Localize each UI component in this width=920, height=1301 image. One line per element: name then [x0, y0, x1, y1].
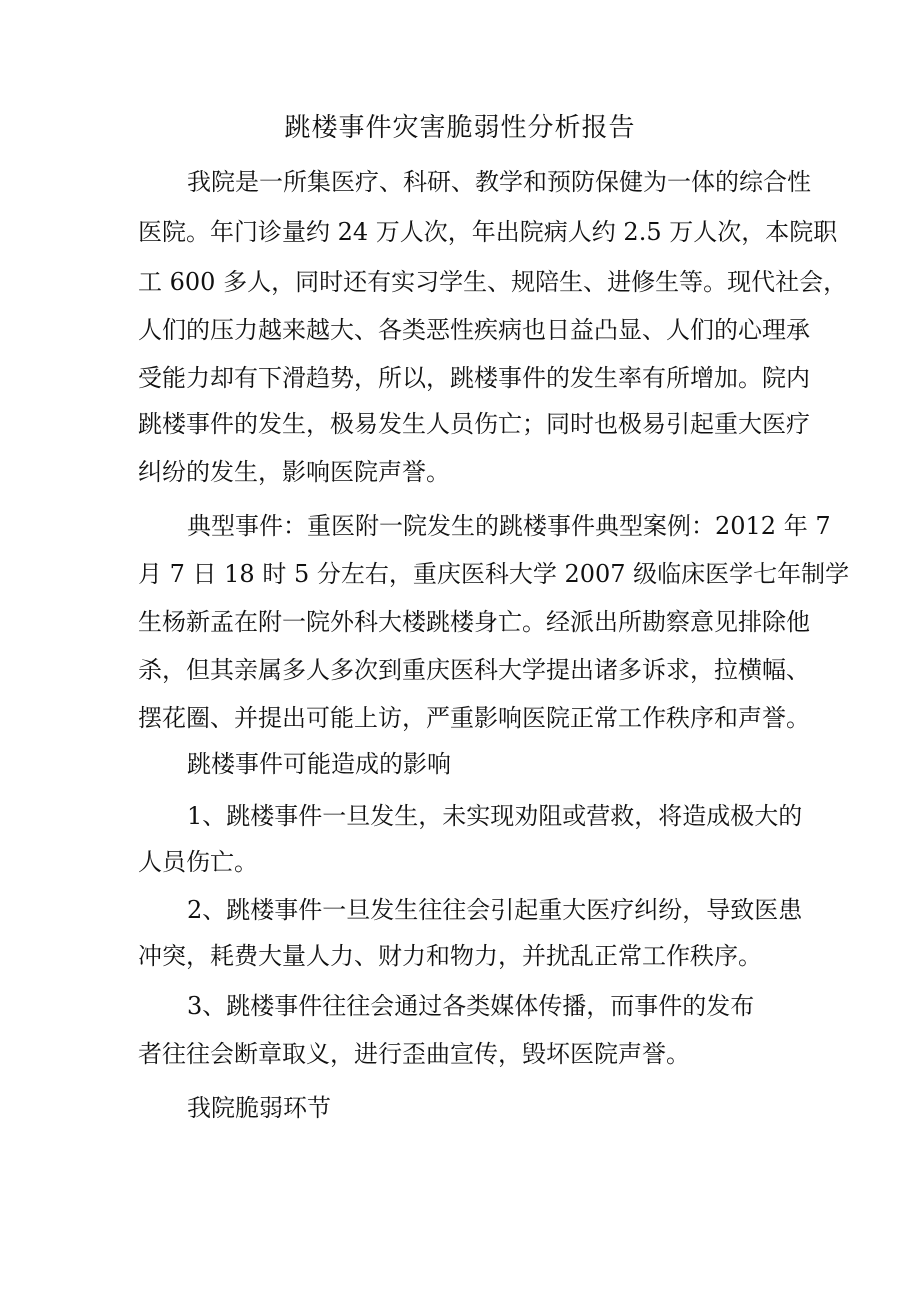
paragraph-line: 受能力却有下滑趋势，所以，跳楼事件的发生率有所增加。院内 — [138, 364, 810, 392]
paragraph-line: 医院。年门诊量约 24 万人次，年出院病人约 2.5 万人次，本院职 — [138, 218, 838, 246]
paragraph-line: 摆花圈、并提出可能上访，严重影响医院正常工作秩序和声誉。 — [138, 704, 810, 732]
paragraph-line: 跳楼事件的发生，极易发生人员伤亡；同时也极易引起重大医疗 — [138, 410, 810, 438]
paragraph-line: 纠纷的发生，影响医院声誉。 — [138, 458, 450, 486]
paragraph-line: 工 600 多人，同时还有实习学生、规陪生、进修生等。现代社会， — [138, 268, 848, 296]
list-item-line: 2、跳楼事件一旦发生往往会引起重大医疗纠纷，导致医患 — [187, 896, 803, 924]
list-item-line: 3、跳楼事件往往会通过各类媒体传播，而事件的发布 — [187, 992, 755, 1020]
paragraph-line: 人们的压力越来越大、各类恶性疾病也日益凸显、人们的心理承 — [138, 316, 810, 344]
list-item-line: 人员伤亡。 — [138, 848, 258, 876]
paragraph-line: 月 7 日 18 时 5 分左右，重庆医科大学 2007 级临床医学七年制学 — [138, 560, 850, 588]
section-heading: 跳楼事件可能造成的影响 — [187, 750, 451, 778]
paragraph-line: 典型事件：重医附一院发生的跳楼事件典型案例：2012 年 7 — [187, 512, 831, 540]
paragraph-line: 生杨新孟在附一院外科大楼跳楼身亡。经派出所勘察意见排除他 — [138, 608, 810, 636]
list-item-line: 者往往会断章取义，进行歪曲宣传，毁坏医院声誉。 — [138, 1040, 690, 1068]
paragraph-line: 杀，但其亲属多人多次到重庆医科大学提出诸多诉求，拉横幅、 — [138, 656, 810, 684]
list-item-line: 1、跳楼事件一旦发生，未实现劝阻或营救，将造成极大的 — [187, 802, 803, 830]
list-item-line: 冲突，耗费大量人力、财力和物力，并扰乱正常工作秩序。 — [138, 942, 762, 970]
document-title: 跳楼事件灾害脆弱性分析报告 — [284, 113, 636, 143]
section-heading: 我院脆弱环节 — [187, 1094, 331, 1122]
paragraph-line: 我院是一所集医疗、科研、教学和预防保健为一体的综合性 — [187, 168, 811, 196]
